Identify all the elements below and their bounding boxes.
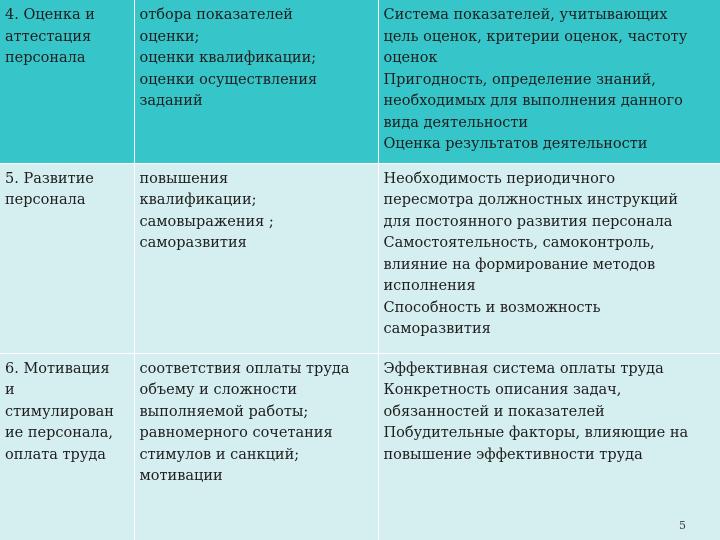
cell-text: для постоянного развития персонала [383, 213, 673, 230]
cell-text: Пригодность, определение знаний, [383, 71, 656, 88]
cell-text: Необходимость периодичного [383, 170, 616, 187]
cell-text: необходимых для выполнения данного [383, 93, 683, 109]
cell-text: саморазвития [383, 321, 491, 337]
cell-text: персонала [5, 192, 86, 208]
cell-text: персонала [5, 50, 86, 66]
cell-text: заданий [139, 93, 203, 109]
area-cell [0, 353, 134, 540]
cell-text: исполнения [383, 278, 476, 294]
cell-text: оценок [383, 50, 438, 66]
cell-text: стимулов и санкций; [139, 446, 300, 463]
cell-text: цель оценок, критерии оценок, частоту [383, 28, 688, 45]
cell-text: оценки; [139, 28, 200, 45]
cell-text: саморазвития [139, 235, 247, 251]
cell-text: Самостоятельность, самоконтроль, [383, 235, 655, 251]
criteria-cell [378, 353, 720, 540]
cell-text: стимулирован [5, 403, 114, 420]
goals-cell [134, 353, 378, 540]
cell-text: и [5, 382, 15, 398]
cell-text: квалификации; [139, 192, 257, 208]
area-cell [0, 0, 134, 163]
cell-text: оценки осуществления [139, 71, 318, 88]
cell-text: оценки квалификации; [139, 50, 317, 66]
cell-text: обязанностей и показателей [383, 403, 605, 420]
cell-text: пересмотра должностных инструкций [383, 192, 679, 208]
cell-text: 4. Оценка и [5, 7, 95, 23]
cell-text: Способность и возможность [383, 299, 601, 316]
cell-text: повышения [139, 170, 229, 187]
cell-text: объему и сложности [139, 382, 298, 398]
cell-text: вида деятельности [383, 114, 529, 131]
cell-text: аттестация [5, 28, 92, 45]
cell-text: отбора показателей [139, 7, 293, 23]
cell-text: мотивации [139, 468, 223, 484]
area-cell [0, 163, 134, 353]
cell-text: 6. Мотивация [5, 360, 110, 377]
table-row [0, 353, 720, 540]
cell-text: ие персонала, [5, 425, 114, 441]
cell-text: выполняемой работы; [139, 403, 309, 420]
cell-text: самовыражения ; [139, 213, 274, 230]
cell-text: равномерного сочетания [139, 425, 333, 441]
cell-text: влияние на формирование методов [383, 256, 656, 273]
cell-text: соответствия оплаты труда [139, 360, 350, 377]
cell-text: Система показателей, учитывающих [383, 7, 668, 23]
page-number: 5 [679, 519, 686, 532]
cell-text: Эффективная система оплаты труда [383, 360, 664, 377]
goals-cell [134, 0, 378, 163]
goals-cell [134, 163, 378, 353]
table-row [0, 163, 720, 353]
cell-text: Конкретность описания задач, [383, 382, 622, 398]
table-row [0, 0, 720, 163]
criteria-cell [378, 0, 720, 163]
cell-text: Побудительные факторы, влияющие на [383, 425, 689, 441]
cell-text: 5. Развитие [5, 170, 94, 187]
cell-text: Оценка результатов деятельности [383, 136, 648, 152]
cell-text: повышение эффективности труда [383, 446, 643, 463]
cell-text: оплата труда [5, 446, 106, 463]
criteria-cell [378, 163, 720, 353]
